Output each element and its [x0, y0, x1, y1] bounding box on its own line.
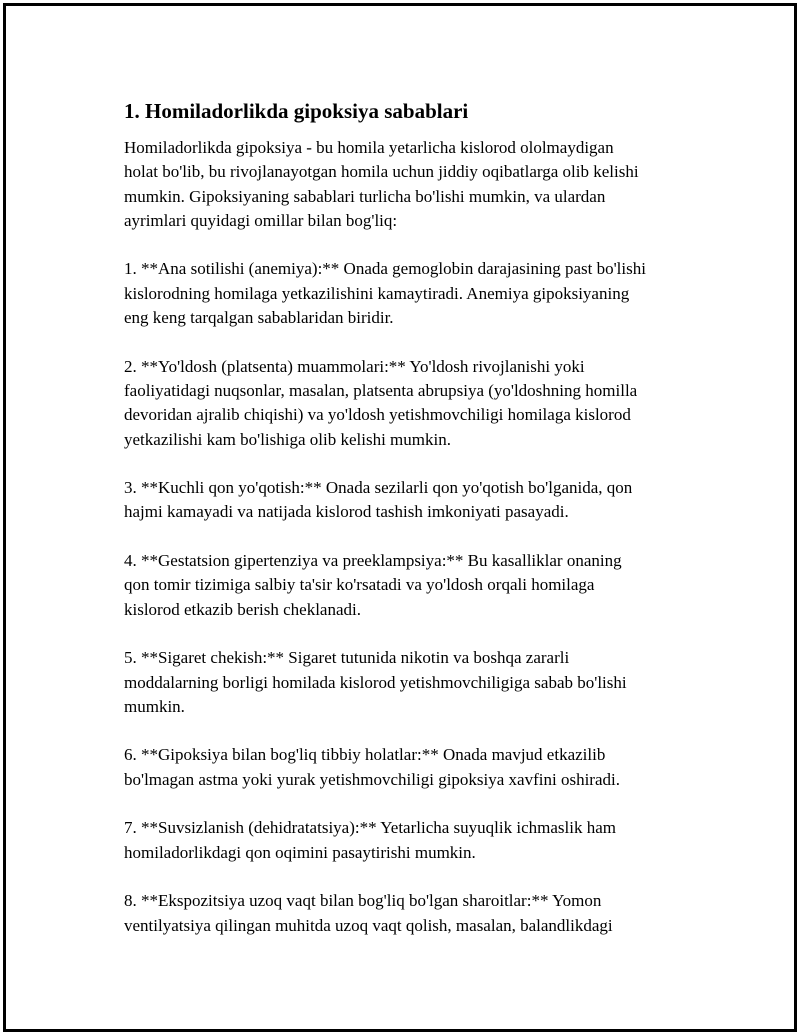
- cause-item-3: [124, 476, 704, 525]
- paragraph-line: 6. **Gipoksiya bilan bog'liq tibbiy holatlar:** Onada mavjud etkazilib: [124, 745, 606, 765]
- paragraph-line: 1. **Ana sotilishi (anemiya):** Onada gemoglobin darajasining past bo'lishi: [124, 259, 646, 279]
- paragraph-line: ayrimlari quyidagi omillar bilan bog'liq:: [124, 210, 398, 230]
- paragraph-line: mumkin.: [124, 696, 185, 716]
- cause-item-2: [124, 355, 704, 452]
- paragraph-line: holat bo'lib, bu rivojlanayotgan homila uchun jiddiy oqibatlarga olib kelishi: [124, 162, 639, 182]
- paragraph-line: 7. **Suvsizlanish (dehidratatsiya):** Yetarlicha suyuqlik ichmaslik ham: [124, 818, 616, 838]
- paragraph-line: eng keng tarqalgan sabablaridan biridir.: [124, 308, 394, 328]
- paragraph-line: moddalarning borligi homilada kislorod yetishmovchiligiga sabab bo'lishi: [124, 672, 627, 692]
- paragraph-line: Homiladorlikda gipoksiya - bu homila yetarlicha kislorod ololmaydigan: [124, 138, 614, 157]
- paragraph-line: qon tomir tizimiga salbiy ta'sir ko'rsatadi va yo'ldosh orqali homilaga: [124, 575, 595, 595]
- paragraph-line: devoridan ajralib chiqishi) va yo'ldosh yetishmovchiligi homilaga kislorod: [124, 405, 631, 425]
- paragraph-line: mumkin. Gipoksiyaning sabablari turlicha bo'lishi mumkin, va ulardan: [124, 186, 606, 206]
- paragraph-line: bo'lmagan astma yoki yurak yetishmovchiligi gipoksiya xavfini oshiradi.: [124, 769, 620, 789]
- document-body: [124, 97, 704, 962]
- cause-item-8: [124, 889, 704, 938]
- paragraph-line: yetkazilishi kam bo'lishiga olib kelishi mumkin.: [124, 429, 451, 449]
- cause-item-5: [124, 646, 704, 719]
- paragraph-line: faoliyatidagi nuqsonlar, masalan, platsenta abrupsiya (yo'ldoshning homilla: [124, 380, 638, 400]
- page-frame: [3, 3, 797, 1032]
- paragraph-line: hajmi kamayadi va natijada kislorod tashish imkoniyati pasayadi.: [124, 502, 569, 522]
- paragraph-line: 5. **Sigaret chekish:** Sigaret tutunida nikotin va boshqa zararli: [124, 648, 570, 668]
- cause-item-1: [124, 257, 704, 330]
- paragraph-line: 3. **Kuchli qon yo'qotish:** Onada sezilarli qon yo'qotish bo'lganida, qon: [124, 478, 633, 498]
- paragraph-line: kislorod etkazib berish cheklanadi.: [124, 599, 361, 619]
- cause-item-6: [124, 743, 704, 792]
- paragraph-line: ventilyatsiya qilingan muhitda uzoq vaqt qolish, masalan, balandlikdagi: [124, 915, 613, 935]
- paragraph-line: 4. **Gestatsion gipertenziya va preeklampsiya:** Bu kasalliklar onaning: [124, 551, 622, 571]
- document-title: 1. Homiladorlikda gipoksiya sabablari: [124, 99, 469, 123]
- cause-item-4: [124, 549, 704, 622]
- cause-item-7: [124, 816, 704, 865]
- paragraph-line: kislorodning homilaga yetkazilishini kamaytiradi. Anemiya gipoksiyaning: [124, 283, 630, 303]
- paragraph-line: 8. **Ekspozitsiya uzoq vaqt bilan bog'liq bo'lgan sharoitlar:** Yomon: [124, 891, 602, 911]
- paragraph-line: homiladorlikdagi qon oqimini pasaytirishi mumkin.: [124, 842, 476, 862]
- paragraph-line: 2. **Yo'ldosh (platsenta) muammolari:** Yo'ldosh rivojlanishi yoki: [124, 356, 585, 376]
- intro-paragraph: [124, 136, 704, 233]
